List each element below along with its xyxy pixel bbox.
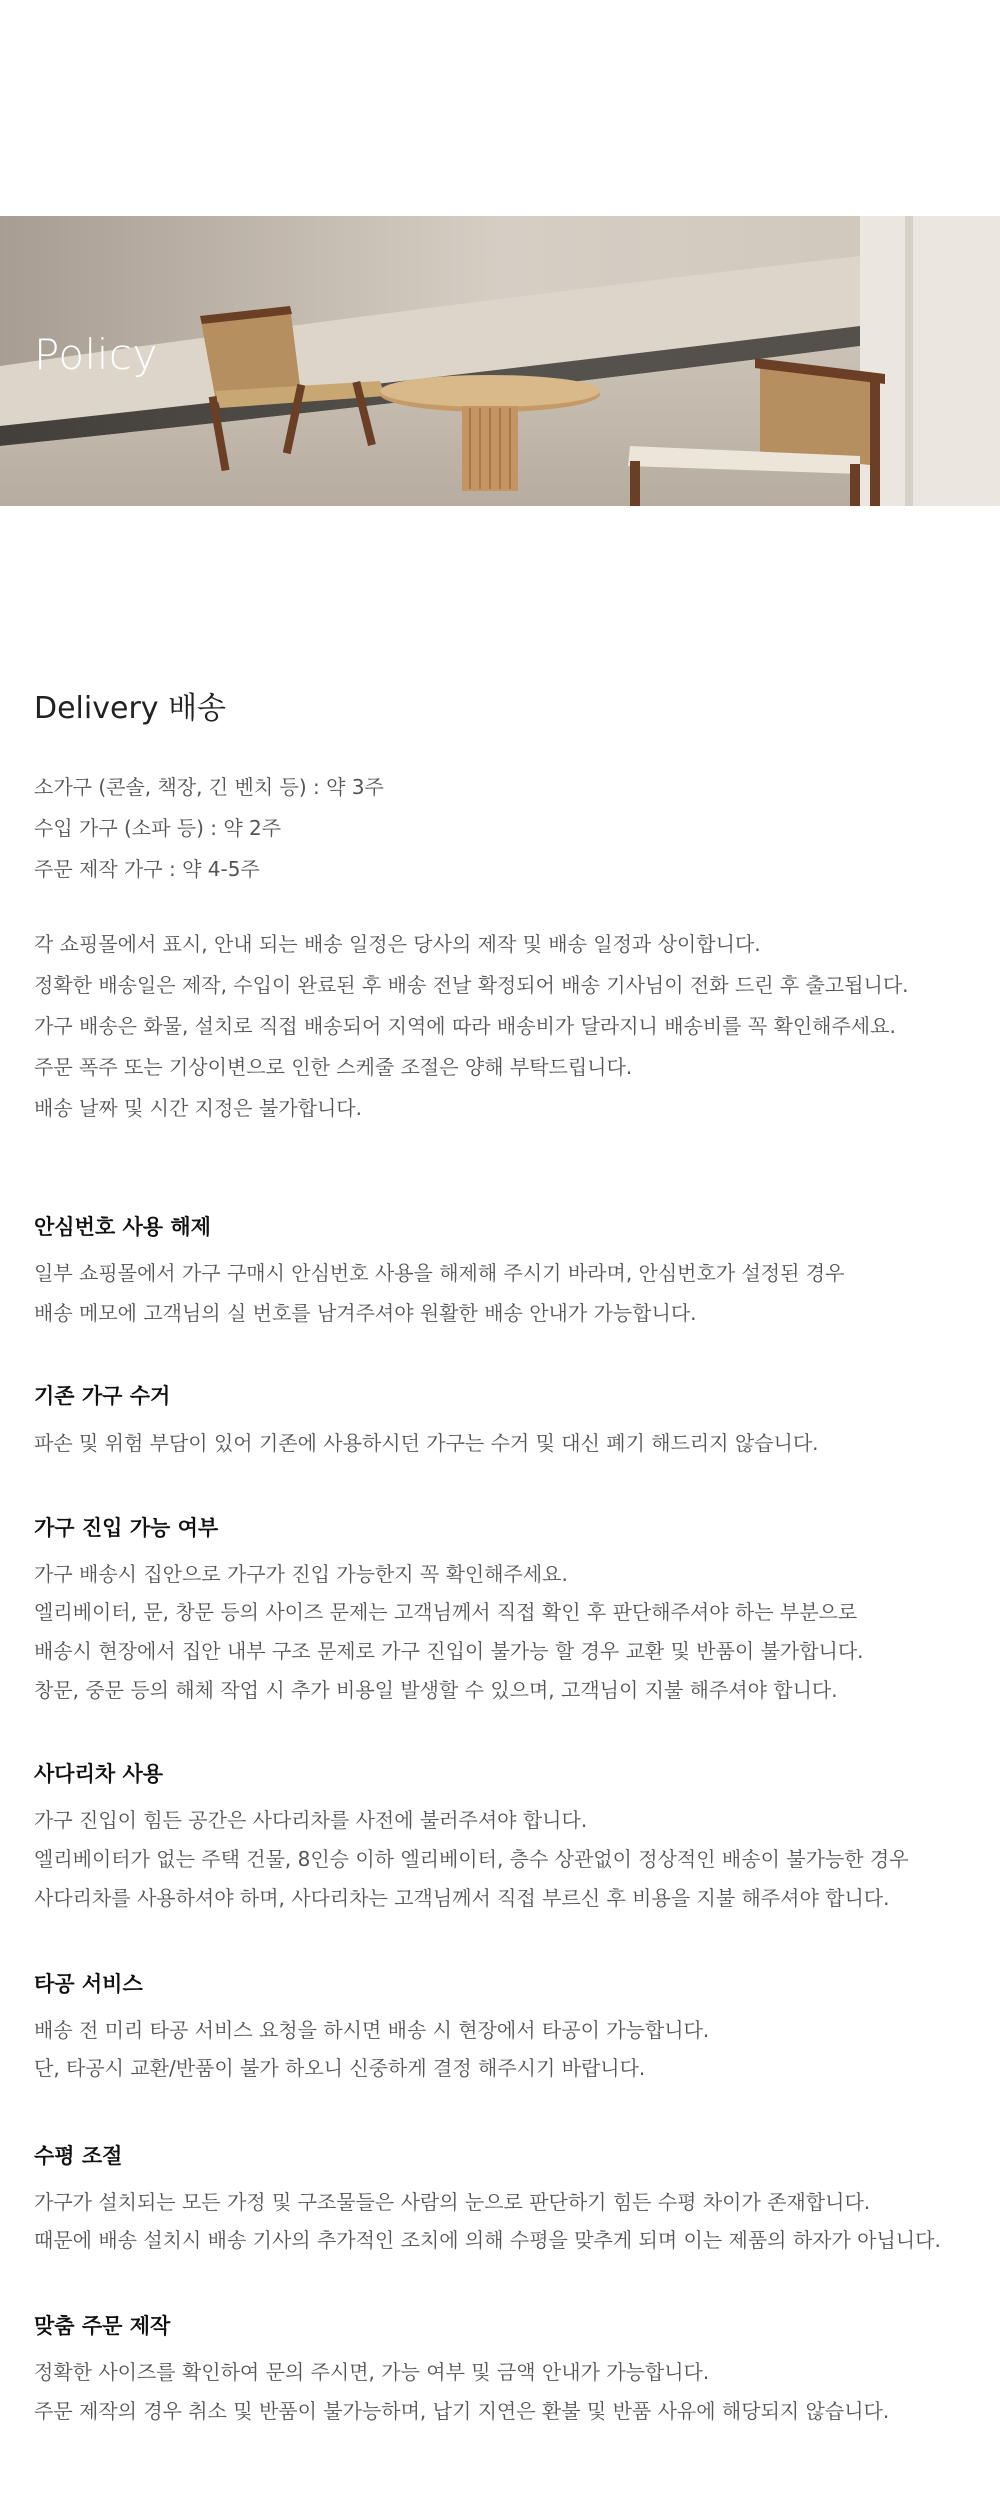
delivery-title: Delivery 배송 <box>34 691 227 726</box>
delivery-note: 배송 날짜 및 시간 지정은 불가합니다. <box>34 1096 362 1120</box>
section-title: 안심번호 사용 해제 <box>34 1215 211 1239</box>
delivery-note: 각 쇼핑몰에서 표시, 안내 되는 배송 일정은 당사의 제작 및 배송 일정과 상이합니다. <box>34 932 761 956</box>
schedule-line: 소가구 (콘솔, 책장, 긴 벤치 등) : 약 3주 <box>34 775 384 799</box>
section-line: 때문에 배송 설치시 배송 기사의 추가적인 조치에 의해 수평을 맞추게 되며 이는 제품의 하자가 아닙니다. <box>34 2228 941 2252</box>
section-line: 단, 타공시 교환/반품이 불가 하오니 신중하게 결정 해주시기 바랍니다. <box>34 2056 646 2080</box>
section-title: 맞춤 주문 제작 <box>34 2314 171 2338</box>
section-line: 엘리베이터, 문, 창문 등의 사이즈 문제는 고객님께서 직접 확인 후 판단해주셔야 하는 부분으로 <box>34 1600 858 1624</box>
section-line: 가구 배송시 집안으로 가구가 진입 가능한지 꼭 확인해주세요. <box>34 1562 568 1586</box>
section-line: 파손 및 위험 부담이 있어 기존에 사용하시던 가구는 수거 및 대신 폐기 해드리지 않습니다. <box>34 1431 819 1455</box>
section-title: 수평 조절 <box>34 2144 123 2168</box>
section-line: 가구가 설치되는 모든 가정 및 구조물들은 사람의 눈으로 판단하기 힘든 수평 차이가 존재합니다. <box>34 2190 871 2214</box>
section-title: 사다리차 사용 <box>34 1762 164 1786</box>
section-title: 기존 가구 수거 <box>34 1384 171 1408</box>
section-line: 일부 쇼핑몰에서 가구 구매시 안심번호 사용을 해제해 주시기 바라며, 안심번호가 설정된 경우 <box>34 1261 845 1285</box>
delivery-note: 가구 배송은 화물, 설치로 직접 배송되어 지역에 따라 배송비가 달라지니 배송비를 꼭 확인해주세요. <box>34 1014 896 1038</box>
section-line: 정확한 사이즈를 확인하여 문의 주시면, 가능 여부 및 금액 안내가 가능합니다. <box>34 2360 710 2384</box>
section-line: 창문, 중문 등의 해체 작업 시 추가 비용일 발생할 수 있으며, 고객님이 지불 해주셔야 합니다. <box>34 1678 838 1702</box>
hero-title: Policy <box>34 330 158 379</box>
schedule-line: 주문 제작 가구 : 약 4-5주 <box>34 857 260 881</box>
section-line: 엘리베이터가 없는 주택 건물, 8인승 이하 엘리베이터, 층수 상관없이 정상적인 배송이 불가능한 경우 <box>34 1847 909 1871</box>
section-line: 배송시 현장에서 집안 내부 구조 문제로 가구 진입이 불가능 할 경우 교환 및 반품이 불가합니다. <box>34 1639 864 1663</box>
hero-banner <box>0 216 1000 506</box>
section-line: 주문 제작의 경우 취소 및 반품이 불가능하며, 납기 지연은 환불 및 반품 사유에 해당되지 않습니다. <box>34 2399 890 2423</box>
section-line: 사다리차를 사용하셔야 하며, 사다리차는 고객님께서 직접 부르신 후 비용을 지불 해주셔야 합니다. <box>34 1886 890 1910</box>
section-title: 타공 서비스 <box>34 1972 143 1996</box>
section-line: 배송 메모에 고객님의 실 번호를 남겨주셔야 원활한 배송 안내가 가능합니다. <box>34 1301 697 1325</box>
delivery-note: 주문 폭주 또는 기상이변으로 인한 스케줄 조절은 양해 부탁드립니다. <box>34 1055 633 1079</box>
section-title: 가구 진입 가능 여부 <box>34 1516 219 1540</box>
delivery-note: 정확한 배송일은 제작, 수입이 완료된 후 배송 전날 확정되어 배송 기사님이 전화 드린 후 출고됩니다. <box>34 973 909 997</box>
section-line: 배송 전 미리 타공 서비스 요청을 하시면 배송 시 현장에서 타공이 가능합니다. <box>34 2018 710 2042</box>
schedule-line: 수입 가구 (소파 등) : 약 2주 <box>34 816 282 840</box>
section-line: 가구 진입이 힘든 공간은 사다리차를 사전에 불러주셔야 합니다. <box>34 1808 588 1832</box>
